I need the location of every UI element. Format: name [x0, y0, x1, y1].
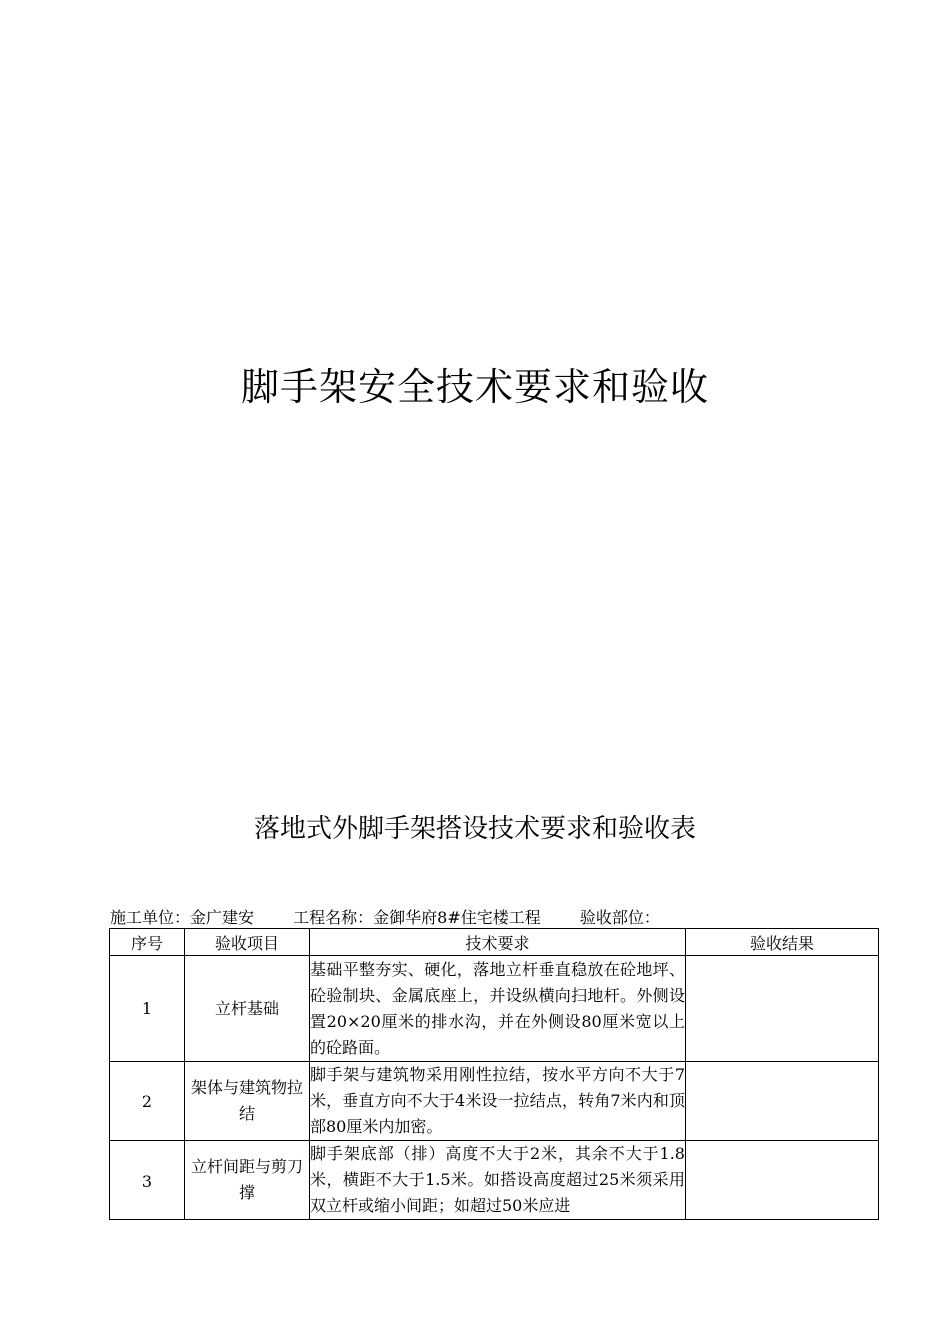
header-item: 验收项目: [185, 929, 310, 956]
construction-unit-value: 金广建安: [190, 908, 255, 927]
table-row: [110, 956, 879, 1062]
construction-unit-label: 施工单位：: [110, 908, 191, 927]
project-name: [293, 908, 541, 927]
main-title: 脚手架安全技术要求和验收: [240, 365, 709, 409]
row-no: 3: [110, 1141, 185, 1220]
table-row: [110, 1141, 879, 1220]
acceptance-table: [109, 928, 879, 1220]
row-requirement: 基础平整夯实、硬化，落地立杆垂直稳放在砼地坪、砼验制块、金属底座上，并设纵横向扫地杆。外侧设置20×20厘米的排水沟，并在外侧设80厘米宽以上的砼路面。: [310, 956, 686, 1062]
construction-unit: [110, 908, 254, 927]
inspection-part-label: 验收部位：: [579, 908, 660, 927]
row-item: 架体与建筑物拉结: [185, 1062, 310, 1141]
header-no: 序号: [110, 929, 185, 956]
row-item: 立杆间距与剪刀撑: [185, 1141, 310, 1220]
row-result: [686, 956, 879, 1062]
table-header-row: [110, 929, 879, 956]
row-result: [686, 1141, 879, 1220]
row-requirement: 脚手架与建筑物采用刚性拉结，按水平方向不大于7米，垂直方向不大于4米设一拉结点，转角7米内和顶部80厘米内加密。: [310, 1062, 686, 1141]
info-line: [110, 905, 880, 928]
header-result: 验收结果: [686, 929, 879, 956]
row-result: [686, 1062, 879, 1141]
row-requirement: 脚手架底部（排）高度不大于2米，其余不大于1.8米，横距不大于1.5米。如搭设高度超过25米须采用双立杆或缩小间距；如超过50米应进: [310, 1141, 686, 1220]
project-name-label: 工程名称：: [293, 908, 374, 927]
row-no: 1: [110, 956, 185, 1062]
row-item: 立杆基础: [185, 956, 310, 1062]
row-no: 2: [110, 1062, 185, 1141]
project-name-value: 金御华府8#住宅楼工程: [373, 908, 541, 927]
table-row: [110, 1062, 879, 1141]
table-title: 落地式外脚手架搭设技术要求和验收表: [253, 814, 696, 844]
header-requirement: 技术要求: [310, 929, 686, 956]
